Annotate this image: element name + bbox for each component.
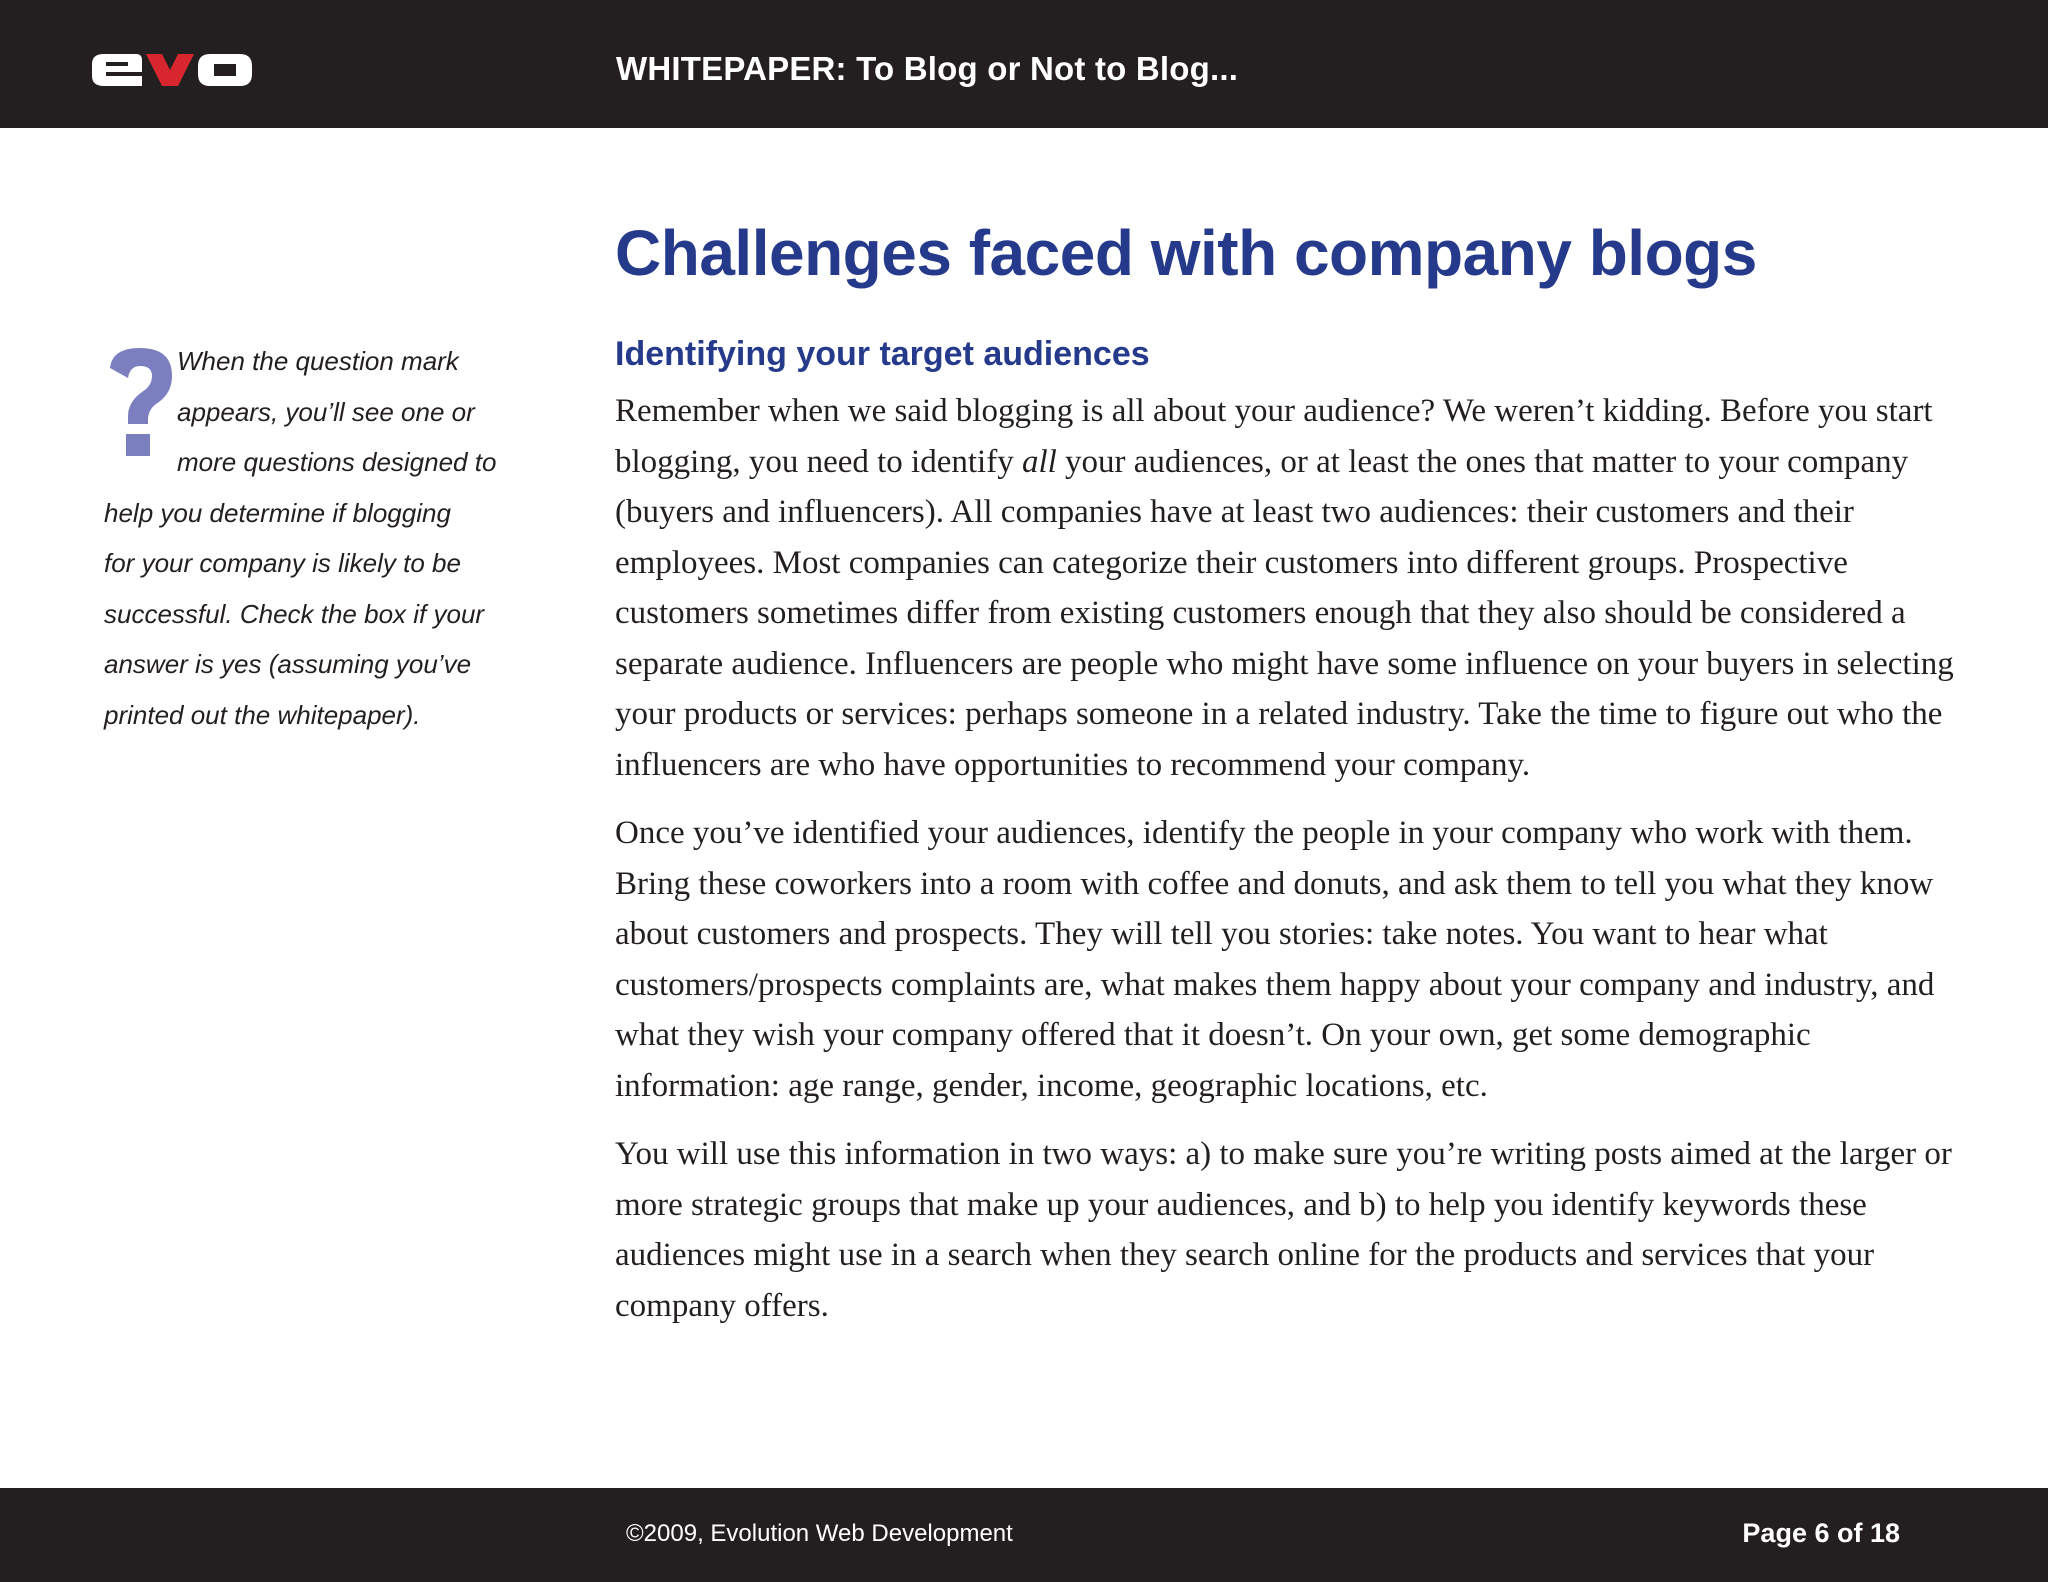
sidebar-line: help you determine if blogging (104, 497, 451, 528)
sidebar-line: for your company is likely to be (104, 548, 461, 578)
page-header (0, 0, 2048, 128)
paragraph-text: your audiences, or at least the ones that matter to your company (buyers and influencers). All companies have at least two audiences: their customers and their employees. Most companies can categorize their customers into different groups. Prospective customers sometimes differ from existing customers enough that they also should be considered a separate audience. Influencers are people who might have some influence on your buyers in selecting your products or services: perhaps someone in a related industry. Take the time to figure out who the influencers are who have opportunities to recommend your company. (615, 443, 1954, 783)
question-mark-icon (104, 346, 176, 458)
sidebar-line: appears, you’ll see one or (177, 396, 475, 427)
sidebar-line: When the question mark (177, 346, 459, 376)
sidebar-line: printed out the whitepaper). (104, 699, 421, 730)
sidebar-line: answer is yes (assuming you’ve (104, 649, 472, 679)
page-title: Challenges faced with company blogs (615, 217, 1757, 289)
body-paragraph: You will use this information in two ways: a) to make sure you’re writing posts aimed at the larger or more strategic groups that make up your audiences, and b) to help you identify keywords these audiences might use in a search when they search online for the products and services that your company offers. (615, 1136, 1952, 1324)
evo-logo (90, 52, 254, 88)
sidebar-note (104, 336, 534, 740)
body-paragraph: Once you’ve identified your audiences, identify the people in your company who work with them. Bring these coworkers into a room with coffee and donuts, and ask them to tell you what they know about customers and prospects. They will tell you stories: take notes. You want to hear what customers/prospects complaints are, what makes them happy about your company and industry, and what they wish your company offered that it doesn’t. On your own, get some demographic information: age range, gender, income, geographic locations, etc. (615, 815, 1935, 1104)
body-paragraph (615, 386, 1955, 790)
main-content (615, 210, 1955, 1349)
paragraph-text: Remember when we said blogging is all about your audience? We weren’t kidding. Before you start blogging, you need to identify (615, 393, 1933, 480)
page-number: Page 6 of 18 (1742, 1518, 1900, 1548)
sidebar-line: successful. Check the box if your (104, 598, 485, 629)
page-footer (0, 1488, 2048, 1582)
copyright-text: ©2009, Evolution Web Development (626, 1520, 1013, 1547)
sidebar-line: more questions designed to (177, 447, 497, 477)
emphasis-text: all (1021, 443, 1057, 480)
document-title: WHITEPAPER: To Blog or Not to Blog... (616, 50, 1239, 87)
section-heading: Identifying your target audiences (615, 335, 1150, 373)
